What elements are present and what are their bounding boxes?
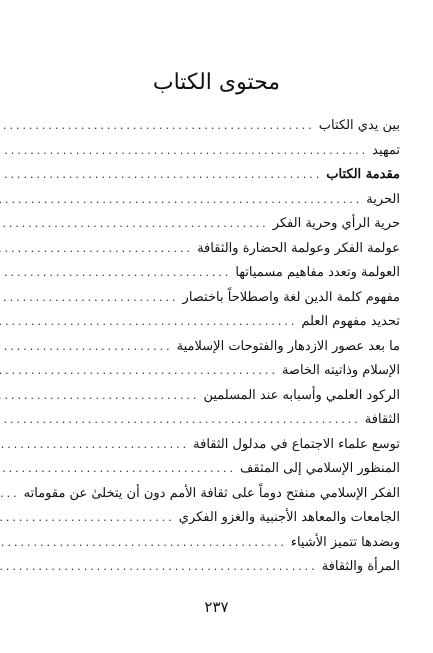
dot-leader	[0, 487, 20, 500]
dot-leader	[0, 119, 315, 132]
page-title: محتوى الكتاب	[152, 70, 281, 95]
toc-entry-title: عولمة الفكر وعولمة الحضارة والثقافة	[197, 240, 400, 256]
toc-entry-title: حرية الرأي وحرية الفكر	[272, 216, 400, 231]
toc-entry-title: تحديد مفهوم العلم	[301, 314, 400, 329]
toc-entry	[55, 314, 400, 339]
toc-entry-title: الثقافة	[364, 412, 400, 427]
toc-entry-title: مفهوم كلمة الدين لغة واصطلاحاً باختصار	[182, 289, 400, 305]
dot-leader	[0, 413, 361, 426]
toc-entry	[55, 339, 400, 364]
toc-entry-title: ما بعد عصور الازدهار والفتوحات الإسلامية	[176, 338, 400, 354]
dot-leader	[0, 217, 269, 230]
toc-entry-title: العولمة وتعدد مفاهيم مسمياتها	[235, 265, 400, 280]
toc-entry-title: تمهيد	[372, 142, 400, 158]
toc-entry-title: الفكر الإسلامي منفتح دوماً على ثقافة الأمم دون أن يتخلىٰ عن مقوماته	[23, 485, 400, 501]
dot-leader	[0, 560, 318, 573]
toc-entry	[55, 167, 400, 192]
toc-entry	[55, 461, 400, 486]
dot-leader	[0, 389, 199, 402]
page-number: ٢٣٧	[204, 598, 229, 616]
toc-entry	[55, 412, 400, 437]
toc-entry-title: الإسلام وذاتيته الخاصة	[281, 363, 400, 378]
dot-leader	[0, 364, 278, 377]
toc-entry	[55, 143, 400, 168]
toc-entry	[55, 118, 400, 143]
toc-entry-title: المرأة والثقافة	[321, 559, 400, 574]
toc-entry	[55, 290, 400, 315]
toc-entry	[23, 485, 400, 511]
toc-entry-title: وبضدها تتميز الأشياء	[290, 534, 400, 550]
toc-entry-title: المنظور الإسلامي إلى المثقف	[240, 461, 400, 476]
dot-leader	[0, 511, 175, 524]
toc-entry	[55, 216, 400, 241]
toc-entry-title: بين يدي الكتاب	[318, 118, 400, 133]
dot-leader	[0, 266, 231, 279]
toc-entry	[55, 241, 400, 266]
dot-leader	[0, 462, 236, 475]
toc-entry-title: الجامعات والمعاهد الأجنبية والغزو الفكري	[178, 510, 400, 525]
toc-entry	[55, 192, 400, 217]
dot-leader	[0, 193, 362, 206]
toc-entry	[55, 535, 400, 560]
table-of-contents	[23, 118, 400, 584]
toc-entry	[55, 363, 400, 388]
toc-entry	[55, 265, 400, 290]
toc-entry-title: مقدمة الكتاب	[326, 167, 400, 182]
dot-leader	[0, 144, 368, 157]
toc-entry-title: توسع علماء الاجتماع في مدلول الثقافة	[193, 436, 400, 452]
toc-entry	[55, 388, 400, 413]
toc-entry	[55, 559, 400, 584]
dot-leader	[0, 536, 287, 549]
dot-leader	[0, 168, 322, 181]
dot-leader	[0, 291, 179, 304]
dot-leader	[0, 315, 297, 328]
toc-entry	[55, 510, 400, 535]
dot-leader	[0, 438, 189, 451]
toc-entry-title: الركود العلمي وأسبابه عند المسلمين	[203, 387, 400, 403]
toc-entry-title: الحرية	[366, 191, 400, 207]
dot-leader	[0, 242, 193, 255]
dot-leader	[0, 340, 173, 353]
toc-entry	[55, 437, 400, 462]
